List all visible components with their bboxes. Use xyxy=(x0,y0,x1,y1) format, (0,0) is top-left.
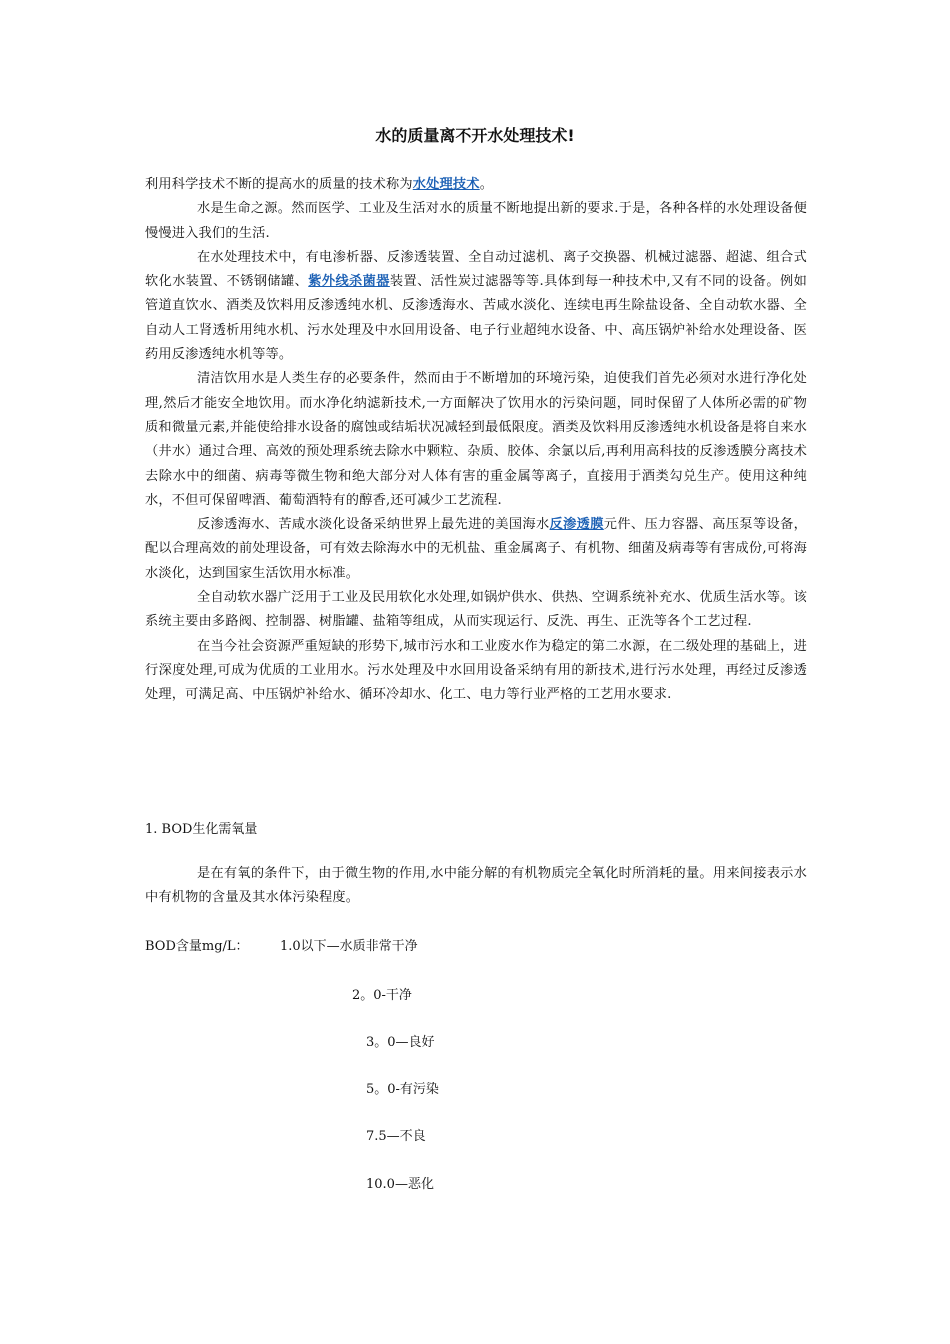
paragraph-3: 清洁饮用水是人类生存的必要条件，然而由于不断增加的环境污染，迫使我们首先必须对水进行净化处理,然后才能安全地饮用。而水净化纳滤新技术,一方面解决了饮用水的污染问题，同时保留了人体所必需的矿物质和微量元素,并能使给排水设备的腐蚀或结垢状况减轻到最低限度。酒类及饮料用反渗透纯水机设备是将自来水（井水）通过合理、高效的预处理系统去除水中颗粒、杂质、胶体、余氯以后,再利用高科技的反渗透膜分离技术去除水中的细菌、病毒等微生物和绝大部分对人体有害的重金属等离子，直接用于酒类勾兑生产。使用这种纯水，不但可保留啤酒、葡萄酒特有的醇香,还可减少工艺流程. xyxy=(145,371,807,508)
paragraph-6: 在当今社会资源严重短缺的形势下,城市污水和工业废水作为稳定的第二水源，在二级处理的基础上，进行深度处理,可成为优质的工业用水。污水处理及中水回用设备采纳有用的新技术,进行污水处理，再经过反渗透处理，可满足高、中压锅炉补给水、循环冷却水、化工、电力等行业严格的工艺用水要求. xyxy=(145,638,807,703)
intro-paragraph xyxy=(145,173,807,197)
bod-heading: 1. BOD生化需氧量 xyxy=(145,822,258,837)
bod-level-item: 1.0以下—水质非常干净 xyxy=(280,939,418,954)
paragraph-2 xyxy=(145,246,807,367)
bod-level-item: 7.5—不良 xyxy=(366,1129,426,1144)
water-treatment-link[interactable]: 水处理技术 xyxy=(412,177,480,192)
ro-membrane-link[interactable]: 反渗透膜 xyxy=(549,517,604,533)
bod-level-item: 5。0-有污染 xyxy=(366,1082,439,1097)
paragraph-4-text: 反渗透海水、苦咸水淡化设备采纳世界上最先进的美国海水 xyxy=(197,517,550,533)
bod-description: 是在有氧的条件下，由于微生物的作用,水中能分解的有机物质完全氧化时所消耗的量。用来间接表示水中有机物的含量及其水体污染程度。 xyxy=(145,866,807,906)
bod-content-label: BOD含量mg/L： xyxy=(145,939,249,954)
paragraph-2-text-end: 装置、活性炭过滤器等等.具体到每一种技术中,又有不同的设备。例如管道直饮水、酒类及饮料用反渗透纯水机、反渗透海水、苦咸水淡化、连续电再生除盐设备、全自动软水器、全自动人工肾透析用纯水机、污水处理及中水回用设备、电子行业超纯水设备、中、高压锅炉补给水处理设备、医药用反渗透纯水机等等。 xyxy=(145,274,807,363)
intro-text: 利用科学技术不断的提高水的质量的技术称为 xyxy=(145,177,413,192)
paragraph-4-text-end: 元件、压力容器、高压泵等设备，配以合理高效的前处理设备，可有效去除海水中的无机盐、重金属离子、有机物、细菌及病毒等有害成份,可将海水淡化，达到国家生活饮用水标准。 xyxy=(145,517,808,581)
document-title: 水的质量离不开水处理技术! xyxy=(375,126,575,145)
paragraph-5: 全自动软水器广泛用于工业及民用软化水处理,如锅炉供水、供热、空调系统补充水、优质生活水等。该系统主要由多路阀、控制器、树脂罐、盐箱等组成，从而实现运行、反洗、再生、正洗等各个工艺过程. xyxy=(145,590,807,630)
paragraph-1: 水是生命之源。然而医学、工业及生活对水的质量不断地提出新的要求.于是，各种各样的水处理设备便慢慢进入我们的生活. xyxy=(145,201,807,241)
uv-sterilizer-link[interactable]: 紫外线杀菌器 xyxy=(308,274,390,290)
paragraph-4 xyxy=(145,513,807,586)
intro-text-end: 。 xyxy=(479,177,494,192)
bod-level-item: 10.0—恶化 xyxy=(366,1177,434,1192)
bod-level-item: 2。0-干净 xyxy=(352,988,412,1003)
article-body xyxy=(145,173,807,708)
paragraph-2-text: 在水处理技术中，有电渗析器、反渗透装置、全自动过滤机、离子交换器、机械过滤器、超滤、组合式软化水装置、不锈钢储罐、 xyxy=(145,249,807,290)
bod-level-item: 3。0—良好 xyxy=(366,1035,435,1050)
